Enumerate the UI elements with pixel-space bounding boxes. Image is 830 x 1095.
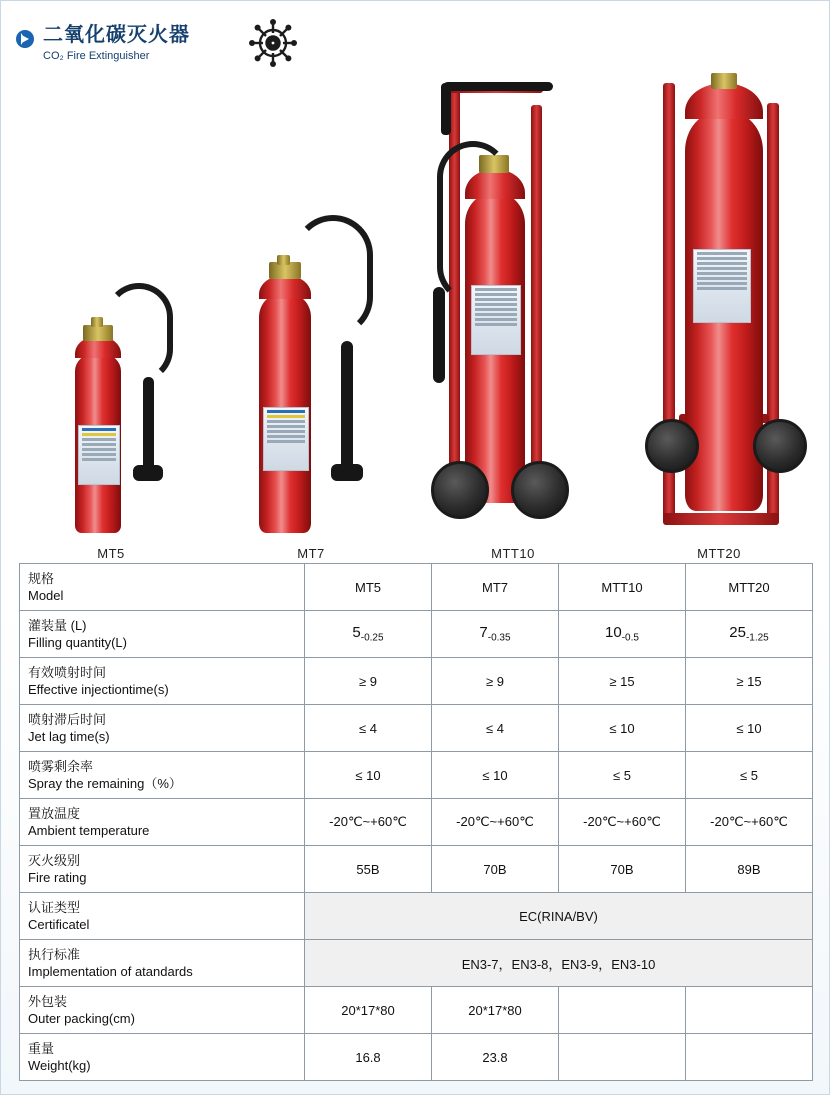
cell-injection-mt7: ≥ 9 bbox=[432, 658, 559, 705]
cell-jetlag-mtt10: ≤ 10 bbox=[559, 705, 686, 752]
cell-packing-mt5: 20*17*80 bbox=[305, 987, 432, 1034]
cell-filling-mt5: $5_{-0.25}$ bbox=[305, 611, 432, 658]
product-mt7 bbox=[211, 71, 411, 561]
cell-standards-all: EN3-7，EN3-8，EN3-9，EN3-10 bbox=[305, 940, 813, 987]
cell-injection-mt5: ≥ 9 bbox=[305, 658, 432, 705]
product-caption: MTT20 bbox=[697, 546, 741, 561]
title-english: CO₂ Fire Extinguisher bbox=[43, 50, 150, 62]
cell-jetlag-mt7: ≤ 4 bbox=[432, 705, 559, 752]
cell-rating-mt5: 55B bbox=[305, 846, 432, 893]
title-chinese: 二氧化碳灭火器 bbox=[43, 24, 190, 46]
extinguisher-illustration-mtt10 bbox=[413, 71, 613, 533]
row-header-certificate: 认证类型 Certificatel bbox=[20, 893, 305, 940]
row-header-jet-lag-time: 喷射滞后时间 Jet lag time(s) bbox=[20, 705, 305, 752]
cell-weight-mt5: 16.8 bbox=[305, 1034, 432, 1081]
cell-temp-mt5: -20℃~+60℃ bbox=[305, 799, 432, 846]
row-header-injection-time: 有效喷射时间 Effective injectiontime(s) bbox=[20, 658, 305, 705]
cell-model-mt7: MT7 bbox=[432, 564, 559, 611]
specification-table bbox=[19, 563, 812, 1081]
cell-rating-mtt20: 89B bbox=[686, 846, 813, 893]
row-header-filling-quantity: 灌装量 (L) Filling quantity(L) bbox=[20, 611, 305, 658]
cell-rating-mtt10: 70B bbox=[559, 846, 686, 893]
cell-spray-mt5: ≤ 10 bbox=[305, 752, 432, 799]
product-gallery bbox=[1, 71, 830, 561]
cell-temp-mt7: -20℃~+60℃ bbox=[432, 799, 559, 846]
row-header-weight: 重量 Weight(kg) bbox=[20, 1034, 305, 1081]
cell-packing-mt7: 20*17*80 bbox=[432, 987, 559, 1034]
row-header-model: 规格 Model bbox=[20, 564, 305, 611]
table-row bbox=[20, 940, 813, 987]
extinguisher-illustration-mt5 bbox=[21, 203, 201, 533]
extinguisher-illustration-mtt20 bbox=[619, 61, 819, 533]
row-header-spray-remaining: 喷雾剩余率 Spray the remaining（%） bbox=[20, 752, 305, 799]
cell-filling-mt7: $7_{-0.35}$ bbox=[432, 611, 559, 658]
cell-model-mt5: MT5 bbox=[305, 564, 432, 611]
table-row bbox=[20, 611, 813, 658]
cell-weight-mtt20 bbox=[686, 1034, 813, 1081]
cell-packing-mtt20 bbox=[686, 987, 813, 1034]
play-circle-icon bbox=[15, 29, 35, 49]
product-caption: MTT10 bbox=[491, 546, 535, 561]
product-mtt10 bbox=[413, 71, 613, 561]
table-row bbox=[20, 987, 813, 1034]
cell-spray-mtt10: ≤ 5 bbox=[559, 752, 686, 799]
extinguisher-illustration-mt7 bbox=[211, 133, 411, 533]
cell-jetlag-mt5: ≤ 4 bbox=[305, 705, 432, 752]
table-row bbox=[20, 1034, 813, 1081]
row-header-ambient-temperature: 置放温度 Ambient temperature bbox=[20, 799, 305, 846]
table-row bbox=[20, 893, 813, 940]
row-header-outer-packing: 外包装 Outer packing(cm) bbox=[20, 987, 305, 1034]
table-row bbox=[20, 705, 813, 752]
product-caption: MT7 bbox=[297, 546, 325, 561]
cell-injection-mtt20: ≥ 15 bbox=[686, 658, 813, 705]
page-title bbox=[43, 23, 190, 63]
ship-wheel-icon bbox=[247, 17, 299, 69]
cell-packing-mtt10 bbox=[559, 987, 686, 1034]
cell-weight-mtt10 bbox=[559, 1034, 686, 1081]
product-mt5 bbox=[21, 71, 201, 561]
table-row bbox=[20, 564, 813, 611]
product-mtt20 bbox=[619, 71, 819, 561]
cell-temp-mtt20: -20℃~+60℃ bbox=[686, 799, 813, 846]
table-row bbox=[20, 752, 813, 799]
row-header-fire-rating: 灭火级别 Fire rating bbox=[20, 846, 305, 893]
table-row bbox=[20, 799, 813, 846]
cell-filling-mtt20: $25_{-1.25}$ bbox=[686, 611, 813, 658]
table-row bbox=[20, 658, 813, 705]
cell-spray-mt7: ≤ 10 bbox=[432, 752, 559, 799]
row-header-standards: 执行标准 Implementation of atandards bbox=[20, 940, 305, 987]
cell-weight-mt7: 23.8 bbox=[432, 1034, 559, 1081]
cell-model-mtt10: MTT10 bbox=[559, 564, 686, 611]
cell-model-mtt20: MTT20 bbox=[686, 564, 813, 611]
cell-spray-mtt20: ≤ 5 bbox=[686, 752, 813, 799]
cell-rating-mt7: 70B bbox=[432, 846, 559, 893]
cell-temp-mtt10: -20℃~+60℃ bbox=[559, 799, 686, 846]
product-caption: MT5 bbox=[97, 546, 125, 561]
cell-certificate-all: EC(RINA/BV) bbox=[305, 893, 813, 940]
cell-filling-mtt10: $10_{-0.5}$ bbox=[559, 611, 686, 658]
cell-jetlag-mtt20: ≤ 10 bbox=[686, 705, 813, 752]
table-row bbox=[20, 846, 813, 893]
cell-injection-mtt10: ≥ 15 bbox=[559, 658, 686, 705]
